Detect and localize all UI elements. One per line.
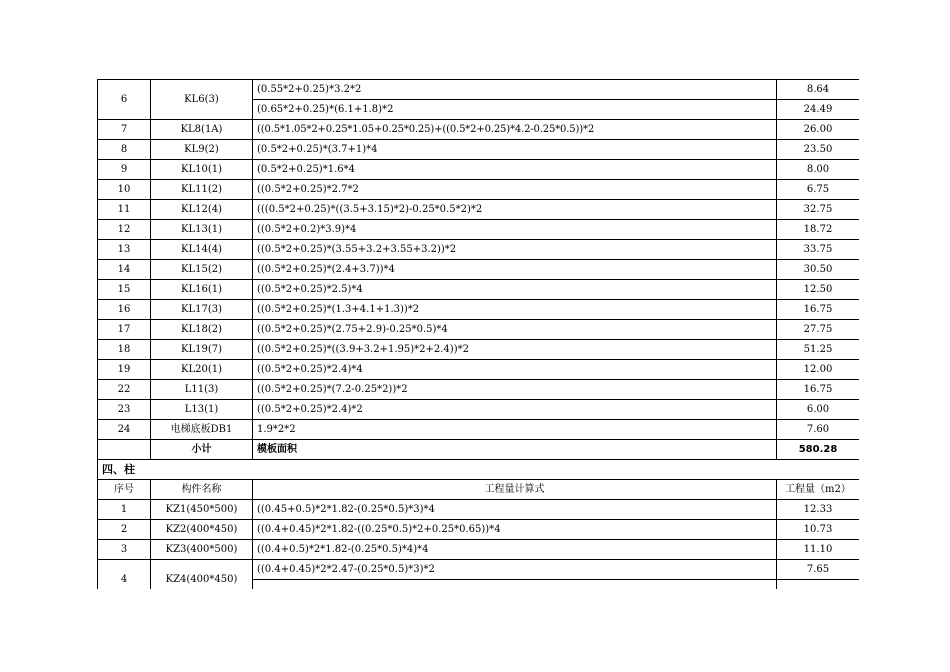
row-number: 15: [98, 280, 151, 300]
table-row: [98, 80, 860, 100]
member-name: KL17(3): [151, 300, 253, 320]
formula-cell: ((0.4+0.45)*2*1.82-((0.25*0.5)*2+0.25*0.65))*4: [253, 520, 777, 540]
member-name: 电梯底板DB1: [151, 420, 253, 440]
row-number: 3: [98, 540, 151, 560]
member-name: KL8(1A): [151, 120, 253, 140]
subtotal-description: 模板面积: [253, 440, 777, 460]
formula-cell: ((0.5*2+0.25)*2.7*2: [253, 180, 777, 200]
quantity-cell: 12.33: [777, 500, 860, 520]
table-row: [98, 500, 860, 520]
formula-cell: ((0.45+0.5)*2*1.82-(0.25*0.5)*3)*4: [253, 500, 777, 520]
row-number: 18: [98, 340, 151, 360]
row-number: 23: [98, 400, 151, 420]
formula-cell: ((0.5*2+0.25)*(2.75+2.9)-0.25*0.5)*4: [253, 320, 777, 340]
formula-cell: ((0.5*2+0.25)*2.4)*4: [253, 360, 777, 380]
table-row: [98, 320, 860, 340]
table-row: [98, 220, 860, 240]
formula-cell: (0.5*2+0.25)*1.6*4: [253, 160, 777, 180]
quantity-cell: 51.25: [777, 340, 860, 360]
subtotal-row: [98, 440, 860, 460]
table-row: [98, 420, 860, 440]
table-row: [98, 180, 860, 200]
member-name: KL12(4): [151, 200, 253, 220]
member-name: L13(1): [151, 400, 253, 420]
table-row: [98, 340, 860, 360]
member-name: KL14(4): [151, 240, 253, 260]
quantity-cell: 32.75: [777, 200, 860, 220]
quantity-cell: 30.50: [777, 260, 860, 280]
formula-cell: ((0.5*2+0.25)*((3.9+3.2+1.95)*2+2.4))*2: [253, 340, 777, 360]
row-number: 24: [98, 420, 151, 440]
member-name: KZ2(400*450): [151, 520, 253, 540]
table-row: [98, 360, 860, 380]
spreadsheet-page: [97, 79, 859, 589]
formula-cell: ((0.5*2+0.25)*(7.2-0.25*2))*2: [253, 380, 777, 400]
quantity-cell: 8.64: [777, 80, 860, 100]
quantity-table: [97, 79, 859, 589]
formula-cell: 1.9*2*2: [253, 420, 777, 440]
member-name: KL6(3): [151, 80, 253, 120]
formula-cell: ((0.5*2+0.2)*3.9)*4: [253, 220, 777, 240]
table-row: [98, 540, 860, 560]
quantity-cell: 23.50: [777, 140, 860, 160]
formula-cell: ((0.5*1.05*2+0.25*1.05+0.25*0.25)+((0.5*2+0.25)*4.2-0.25*0.5))*2: [253, 120, 777, 140]
table-row: [98, 520, 860, 540]
member-name: KL11(2): [151, 180, 253, 200]
quantity-cell: 18.72: [777, 220, 860, 240]
table-row: [98, 260, 860, 280]
section-title: 四、柱: [98, 460, 860, 480]
quantity-cell: 27.75: [777, 320, 860, 340]
subtotal-label: 小计: [151, 440, 253, 460]
header-row: [98, 480, 860, 500]
member-name: KZ3(400*500): [151, 540, 253, 560]
row-number: 10: [98, 180, 151, 200]
formula-cell: ((0.5*2+0.25)*(1.3+4.1+1.3))*2: [253, 300, 777, 320]
table-row: [98, 120, 860, 140]
formula-cell: ((0.4+0.45)*2*2.47-(0.25*0.5)*3)*2: [253, 560, 777, 580]
formula-cell: ((0.5*2+0.25)*2.5)*4: [253, 280, 777, 300]
quantity-cell: 12.50: [777, 280, 860, 300]
member-name: KZ4(400*450): [151, 560, 253, 590]
formula-cell: ((0.5*2+0.25)*(2.4+3.7))*4: [253, 260, 777, 280]
row-number: 4: [98, 560, 151, 590]
formula-cell: ((0.4+0.5)*2*1.82-(0.25*0.5)*4)*4: [253, 540, 777, 560]
quantity-cell: 10.73: [777, 520, 860, 540]
row-number: 7: [98, 120, 151, 140]
member-name: KL19(7): [151, 340, 253, 360]
table-row: [98, 560, 860, 580]
row-number: 1: [98, 500, 151, 520]
quantity-cell: 8.00: [777, 160, 860, 180]
quantity-cell: 6.75: [777, 180, 860, 200]
member-name: KL16(1): [151, 280, 253, 300]
row-number: 2: [98, 520, 151, 540]
formula-cell: (0.55*2+0.25)*3.2*2: [253, 80, 777, 100]
row-number: 17: [98, 320, 151, 340]
formula-cell: ((0.5*2+0.25)*2.4)*2: [253, 400, 777, 420]
quantity-cell: 7.65: [777, 560, 860, 580]
formula-cell: (0.65*2+0.25)*(6.1+1.8)*2: [253, 100, 777, 120]
quantity-cell: [777, 580, 860, 590]
table-row: [98, 140, 860, 160]
header-quantity: 工程量（m2）: [777, 480, 860, 500]
table-row: [98, 380, 860, 400]
table-row: [98, 160, 860, 180]
member-name: KZ1(450*500): [151, 500, 253, 520]
table-row: [98, 200, 860, 220]
quantity-cell: 33.75: [777, 240, 860, 260]
header-member-name: 构件名称: [151, 480, 253, 500]
quantity-cell: 12.00: [777, 360, 860, 380]
table-row: [98, 280, 860, 300]
formula-cell: (0.5*2+0.25)*(3.7+1)*4: [253, 140, 777, 160]
row-number: 22: [98, 380, 151, 400]
row-number: 9: [98, 160, 151, 180]
member-name: L11(3): [151, 380, 253, 400]
member-name: KL20(1): [151, 360, 253, 380]
member-name: KL13(1): [151, 220, 253, 240]
member-name: KL9(2): [151, 140, 253, 160]
formula-cell: (((0.5*2+0.25)*((3.5+3.15)*2)-0.25*0.5*2)*2: [253, 200, 777, 220]
table-body: [98, 80, 860, 590]
row-number: 13: [98, 240, 151, 260]
row-number: 16: [98, 300, 151, 320]
table-row: [98, 400, 860, 420]
empty-cell: [98, 440, 151, 460]
formula-cell: ((0.5*2+0.25)*(3.55+3.2+3.55+3.2))*2: [253, 240, 777, 260]
header-formula: 工程量计算式: [253, 480, 777, 500]
quantity-cell: 26.00: [777, 120, 860, 140]
row-number: 11: [98, 200, 151, 220]
quantity-cell: 16.75: [777, 300, 860, 320]
quantity-cell: 11.10: [777, 540, 860, 560]
quantity-cell: 16.75: [777, 380, 860, 400]
table-row: [98, 240, 860, 260]
row-number: 14: [98, 260, 151, 280]
quantity-cell: 24.49: [777, 100, 860, 120]
table-row: [98, 300, 860, 320]
row-number: 8: [98, 140, 151, 160]
row-number: 6: [98, 80, 151, 120]
header-number: 序号: [98, 480, 151, 500]
quantity-cell: 7.60: [777, 420, 860, 440]
subtotal-quantity: 580.28: [777, 440, 860, 460]
row-number: 12: [98, 220, 151, 240]
quantity-cell: 6.00: [777, 400, 860, 420]
member-name: KL15(2): [151, 260, 253, 280]
member-name: KL10(1): [151, 160, 253, 180]
member-name: KL18(2): [151, 320, 253, 340]
row-number: 19: [98, 360, 151, 380]
formula-cell: [253, 580, 777, 590]
section-row: [98, 460, 860, 480]
